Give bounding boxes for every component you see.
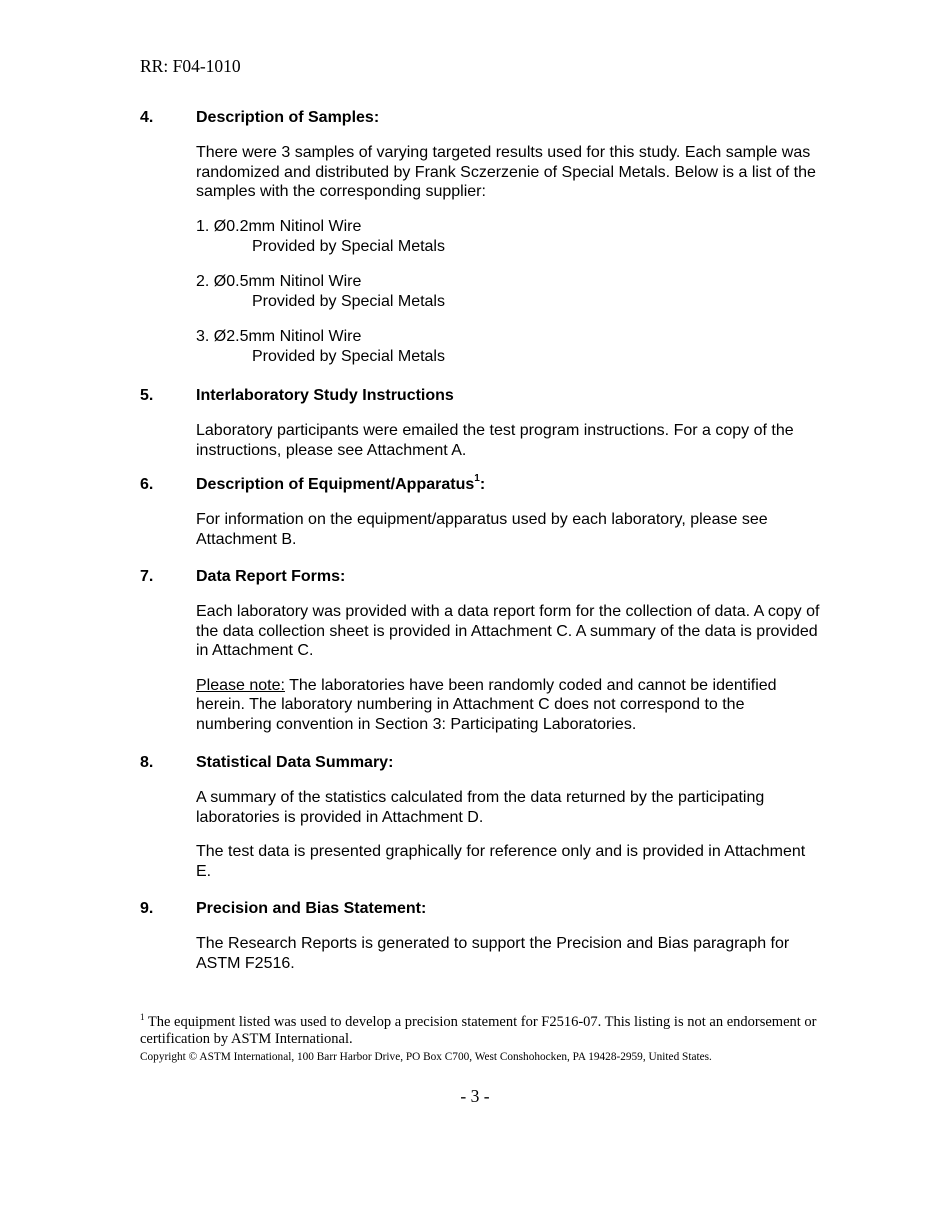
section-title: Description of Samples:: [196, 109, 380, 126]
section-paragraph: Laboratory participants were emailed the test program instructions. For a copy of the instructions, please see Attachment A.: [196, 422, 794, 459]
section-6: [140, 472, 820, 549]
section-number: 6.: [140, 476, 154, 493]
section-4: [140, 108, 820, 367]
sample-name: 1. Ø0.2mm Nitinol Wire: [196, 217, 362, 235]
section-title: [196, 472, 486, 495]
section-8: [140, 753, 820, 881]
section-title-suffix: :: [479, 476, 486, 493]
section-paragraph: A summary of the statistics calculated from the data returned by the participating laboratories is provided in Attachment D.: [196, 789, 765, 826]
section-heading: [140, 753, 820, 773]
section-paragraph: The Research Reports is generated to support the Precision and Bias paragraph for ASTM F2516.: [196, 935, 790, 972]
section-heading: [140, 567, 820, 587]
section-paragraph: For information on the equipment/apparatus used by each laboratory, please see Attachment B.: [196, 511, 768, 548]
section-paragraph: Each laboratory was provided with a data report form for the collection of data. A copy of the data collection sheet is provided in Attachment C. A summary of the data is provided in Attachment C.: [196, 603, 820, 659]
sample-item: [196, 217, 820, 257]
section-number: 8.: [140, 754, 154, 771]
note-label: Please note:: [196, 676, 285, 694]
section-7: [140, 567, 820, 734]
section-paragraph: There were 3 samples of varying targeted results used for this study. Each sample was randomized and distributed by Frank Sczerzenie of Special Metals. Below is a list of the samples with the corresponding supplier:: [196, 144, 816, 200]
section-title-text: Description of Equipment/Apparatus: [196, 476, 475, 493]
section-heading: [140, 472, 820, 495]
section-heading: [140, 899, 820, 919]
sample-supplier: Provided by Special Metals: [252, 292, 445, 310]
section-paragraph: The test data is presented graphically for reference only and is provided in Attachment E.: [196, 843, 806, 880]
note-text: The laboratories have been randomly coded and cannot be identified herein. The laboratory numbering in Attachment C does not correspond to the numbering convention in Section 3: Participating Laboratories.: [196, 676, 777, 733]
sample-name: 3. Ø2.5mm Nitinol Wire: [196, 327, 362, 345]
note-paragraph: [196, 676, 820, 735]
section-number: 4.: [140, 109, 154, 126]
section-9: [140, 899, 820, 973]
section-number: 5.: [140, 387, 154, 404]
page-number: - 3 -: [460, 1086, 490, 1106]
footnote-text: The equipment listed was used to develop a precision statement for F2516-07. This listing is not an endorsement or certification by ASTM International.: [140, 1014, 817, 1047]
copyright-notice: Copyright © ASTM International, 100 Barr Harbor Drive, PO Box C700, West Conshohocken, PA 19428-2959, United States.: [140, 1051, 712, 1063]
section-heading: [140, 108, 820, 128]
section-number: 9.: [140, 900, 154, 917]
section-title: Data Report Forms:: [196, 568, 346, 585]
section-heading: [140, 386, 820, 406]
section-number: 7.: [140, 568, 154, 585]
sample-item: [196, 327, 820, 367]
section-title: Interlaboratory Study Instructions: [196, 387, 454, 404]
sample-supplier: Provided by Special Metals: [252, 347, 445, 365]
sample-name: 2. Ø0.5mm Nitinol Wire: [196, 272, 362, 290]
section-5: [140, 386, 820, 460]
footnote: [140, 1014, 820, 1048]
section-title: Statistical Data Summary:: [196, 754, 394, 771]
footnote-reference: 1: [474, 472, 480, 484]
report-id: RR: F04-1010: [140, 56, 241, 76]
sample-item: [196, 272, 820, 312]
footnote-marker: 1: [140, 1012, 145, 1023]
sample-supplier: Provided by Special Metals: [252, 237, 445, 255]
section-title: Precision and Bias Statement:: [196, 900, 427, 917]
